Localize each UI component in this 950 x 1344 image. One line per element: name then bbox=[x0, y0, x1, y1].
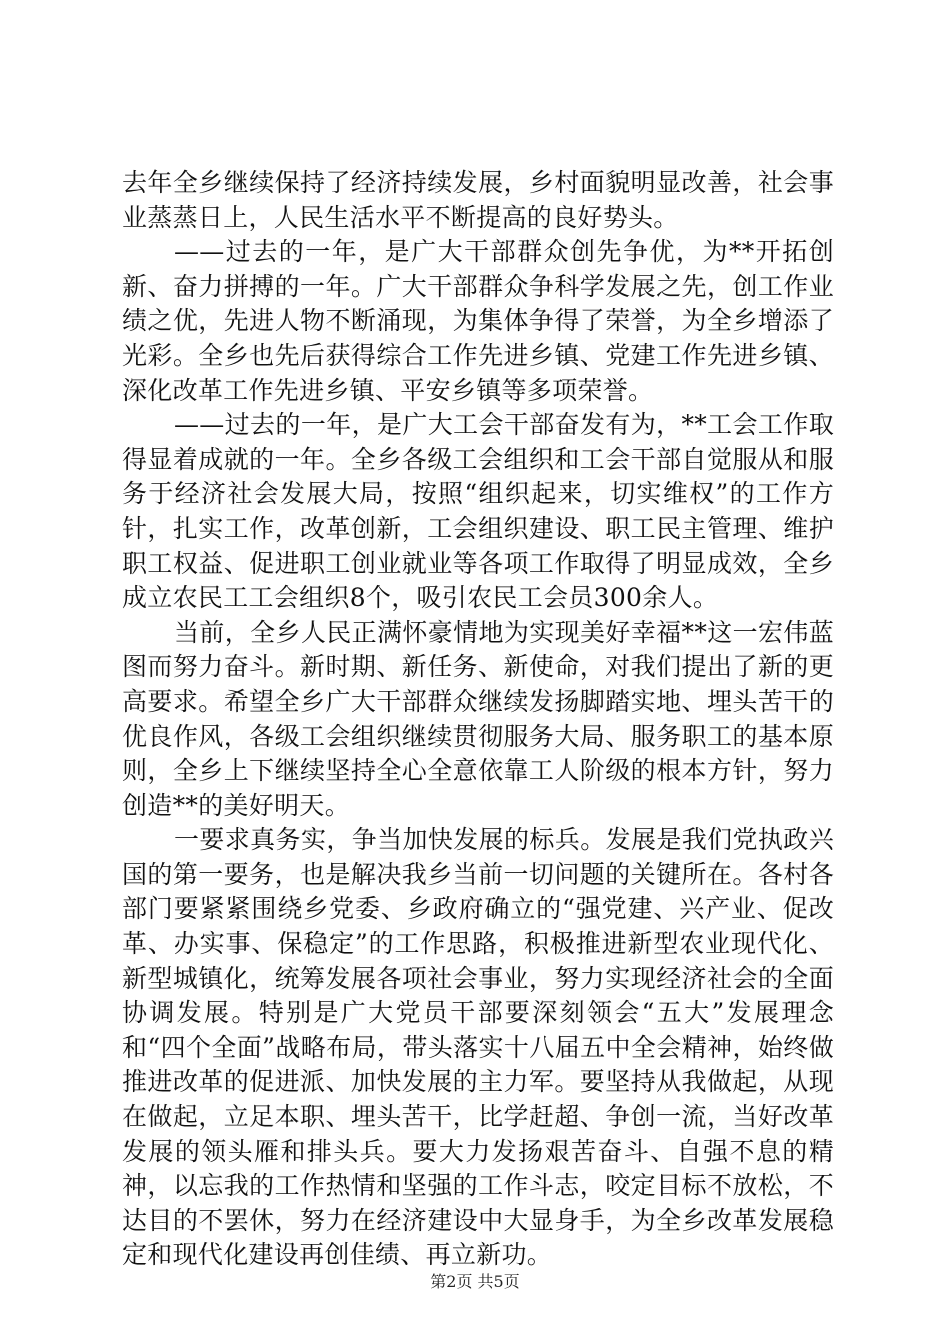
document-body bbox=[122, 166, 834, 1273]
page-number-footer: 第2页 共5页 bbox=[430, 1272, 520, 1291]
paragraph-5: 一要求真务实，争当加快发展的标兵。发展是我们党执政兴国的第一要务，也是解决我乡当前一切问题的关键所在。各村各部门要紧紧围绕乡党委、乡政府确立的“强党建、兴产业、促改革、办实事、保稳定”的工作思路，积极推进新型农业现代化、新型城镇化，统筹发展各项社会事业，努力实现经济社会的全面协调发展。特别是广大党员干部要深刻领会“五大”发展理念和“四个全面”战略布局，带头落实十八届五中全会精神，始终做推进改革的促进派、加快发展的主力军。要坚持从我做起，从现在做起，立足本职、埋头苦干，比学赶超、争创一流，当好改革发展的领头雁和排头兵。要大力发扬艰苦奋斗、自强不息的精神，以忘我的工作热情和坚强的工作斗志，咬定目标不放松，不达目的不罢休，努力在经济建设中大显身手，为全乡改革发展稳定和现代化建设再创佳绩、再立新功。 bbox=[122, 825, 834, 1270]
paragraph-1: 去年全乡继续保持了经济持续发展，乡村面貌明显改善，社会事业蒸蒸日上，人民生活水平不断提高的良好势头。 bbox=[122, 168, 834, 232]
paragraph-3: ——过去的一年，是广大工会干部奋发有为，**工会工作取得显着成就的一年。全乡各级工会组织和工会干部自觉服从和服务于经济社会发展大局，按照“组织起来，切实维权”的工作方针，扎实工作，改革创新，工会组织建设、职工民主管理、维护职工权益、促进职工创业就业等各项工作取得了明显成效，全乡成立农民工工会组织8个，吸引农民工会员300余人。 bbox=[122, 410, 834, 613]
paragraph-4: 当前，全乡人民正满怀豪情地为实现美好幸福**这一宏伟蓝图而努力奋斗。新时期、新任务、新使命，对我们提出了新的更高要求。希望全乡广大干部群众继续发扬脚踏实地、埋头苦干的优良作风，各级工会组织继续贯彻服务大局、服务职工的基本原则，全乡上下继续坚持全心全意依靠工人阶级的根本方针，努力创造**的美好明天。 bbox=[122, 617, 834, 820]
paragraph-2: ——过去的一年，是广大干部群众创先争优，为**开拓创新、奋力拼搏的一年。广大干部群众争科学发展之先，创工作业绩之优，先进人物不断涌现，为集体争得了荣誉，为全乡增添了光彩。全乡也先后获得综合工作先进乡镇、党建工作先进乡镇、深化改革工作先进乡镇、平安乡镇等多项荣誉。 bbox=[122, 237, 834, 405]
